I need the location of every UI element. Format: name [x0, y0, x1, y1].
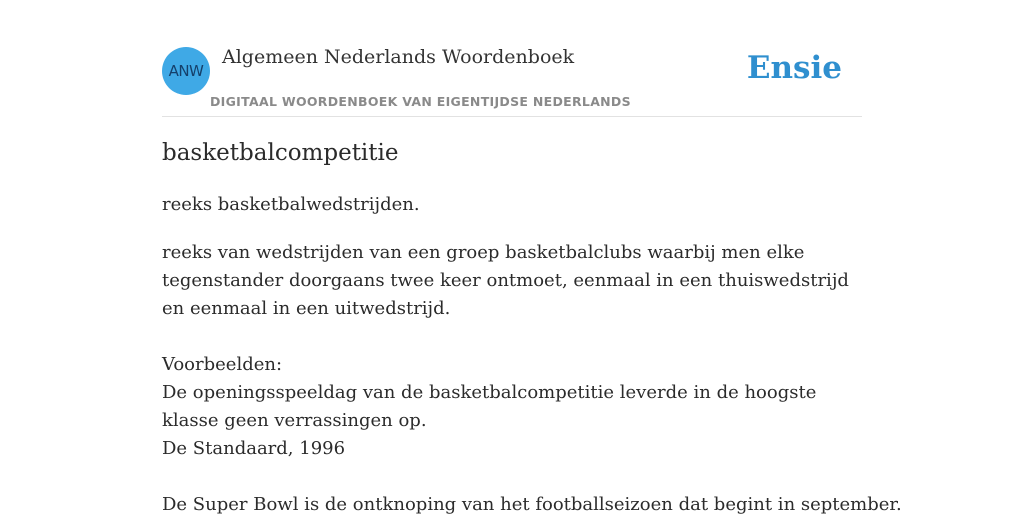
entry-title: basketbalcompetitie: [162, 140, 399, 166]
example-source: De Standaard, 1996: [162, 438, 346, 459]
long-definition: reeks van wedstrijden van een groep basketbalclubs waarbij men elke tegenstander doorgaans twee keer ontmoet, eenmaal in een thuiswedstrijd en eenmaal in een uitwedstrijd.: [162, 242, 849, 319]
page: [162, 0, 902, 515]
site-title[interactable]: Algemeen Nederlands Woordenboek: [222, 46, 575, 68]
entry-body: [162, 239, 902, 519]
anw-logo[interactable]: [162, 47, 210, 95]
examples-heading: Voorbeelden:: [162, 354, 283, 375]
logo-text: ANW: [168, 62, 204, 80]
short-definition: reeks basketbalwedstrijden.: [162, 194, 420, 215]
example-text: De openingsspeeldag van de basketbalcompetitie leverde in de hoogste klasse geen verrassingen op.: [162, 382, 817, 431]
site-header: [162, 0, 862, 117]
example-text: De Super Bowl is de ontknoping van het footballseizoen dat begint in september.: [162, 494, 902, 515]
site-subtitle: DIGITAAL WOORDENBOEK VAN EIGENTIJDSE NEDERLANDS: [210, 94, 631, 109]
ensie-brand-logo[interactable]: Ensie: [746, 50, 842, 86]
